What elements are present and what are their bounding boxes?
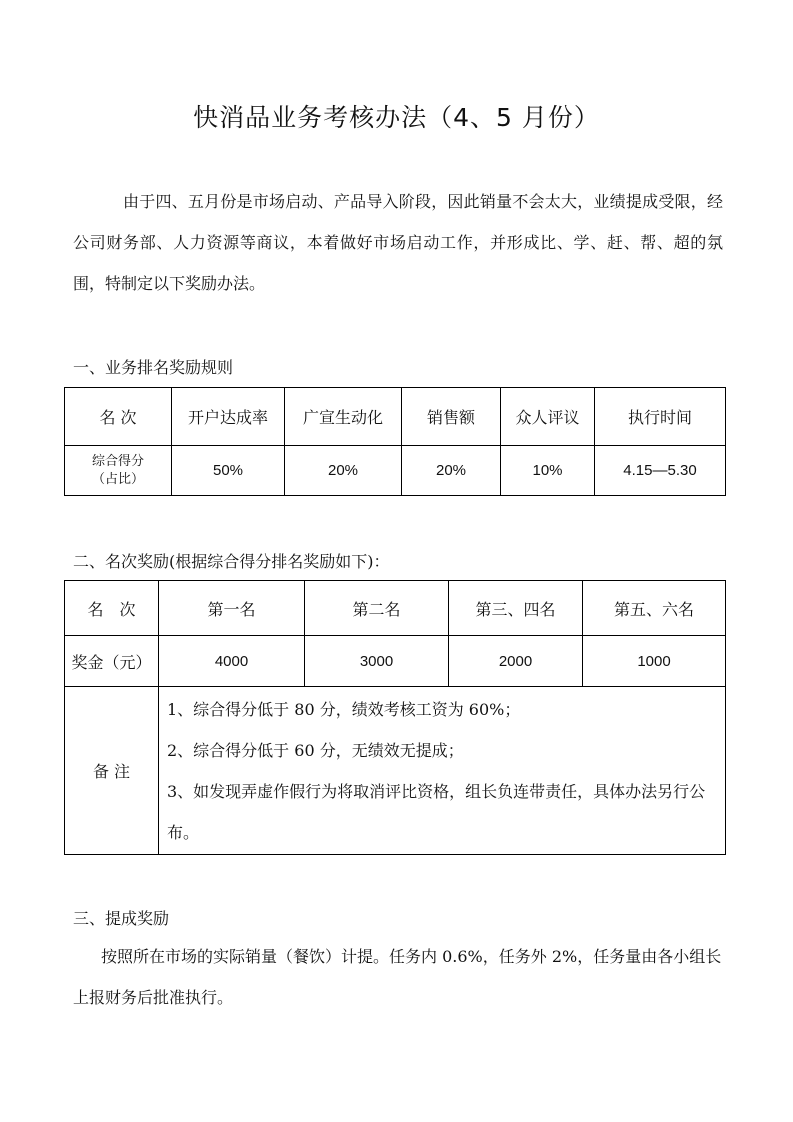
- section3-heading: 三、提成奖励: [73, 909, 170, 928]
- section1-heading: 一、业务排名奖励规则: [73, 358, 234, 377]
- row-label: [65, 446, 172, 496]
- header-cell: 名 次: [65, 388, 172, 446]
- header-cell: 第二名: [305, 581, 449, 636]
- bonus-label: 奖金（元）: [65, 636, 159, 687]
- notes-cell: [159, 687, 726, 855]
- note-item: 2、综合得分低于 60 分，无绩效无提成；: [167, 740, 464, 760]
- table-header-row: [65, 388, 726, 446]
- header-cell: 开户达成率: [172, 388, 285, 446]
- table-header-row: [65, 581, 726, 636]
- value-cell: 20%: [285, 446, 402, 496]
- header-cell: 执行时间: [595, 388, 726, 446]
- bonus-value: 2000: [449, 636, 583, 687]
- bonus-value: 1000: [583, 636, 726, 687]
- notes-row: [65, 687, 726, 855]
- ranking-rules-table: [64, 387, 726, 496]
- header-cell: 第五、六名: [583, 581, 726, 636]
- row-label-line1: 综合得分: [91, 453, 144, 469]
- document-title: 快消品业务考核办法（4、5 月份）: [193, 103, 600, 132]
- header-cell: 名 次: [65, 581, 159, 636]
- value-cell: 20%: [402, 446, 501, 496]
- header-cell: 第一名: [159, 581, 305, 636]
- row-label-line2: （占比）: [91, 471, 144, 487]
- intro-paragraph: 由于四、五月份是市场启动、产品导入阶段，因此销量不会太大，业绩提成受限，经公司财务部、人力资源等商议，本着做好市场启动工作，并形成比、学、赶、帮、超的氛围，特制定以下奖励办法。: [73, 192, 723, 293]
- value-cell: 50%: [172, 446, 285, 496]
- notes-label: 备 注: [65, 687, 159, 855]
- header-cell: 销售额: [402, 388, 501, 446]
- section2-heading: 二、名次奖励(根据综合得分排名奖励如下)：: [73, 552, 390, 571]
- commission-paragraph: 按照所在市场的实际销量（餐饮）计提。任务内 0.6%，任务外 2%，任务量由各小组长上报财务后批准执行。: [73, 947, 722, 1007]
- value-cell: 4.15—5.30: [595, 446, 726, 496]
- header-cell: 广宣生动化: [285, 388, 402, 446]
- header-cell: 第三、四名: [449, 581, 583, 636]
- bonus-value: 4000: [159, 636, 305, 687]
- table-row: [65, 446, 726, 496]
- note-item: 1、综合得分低于 80 分，绩效考核工资为 60%；: [167, 699, 521, 719]
- rank-bonus-table: [64, 580, 726, 855]
- value-cell: 10%: [501, 446, 595, 496]
- bonus-value: 3000: [305, 636, 449, 687]
- header-cell: 众人评议: [501, 388, 595, 446]
- note-item: 3、如发现弄虚作假行为将取消评比资格，组长负连带责任，具体办法另行公布。: [167, 781, 706, 842]
- table-row: [65, 636, 726, 687]
